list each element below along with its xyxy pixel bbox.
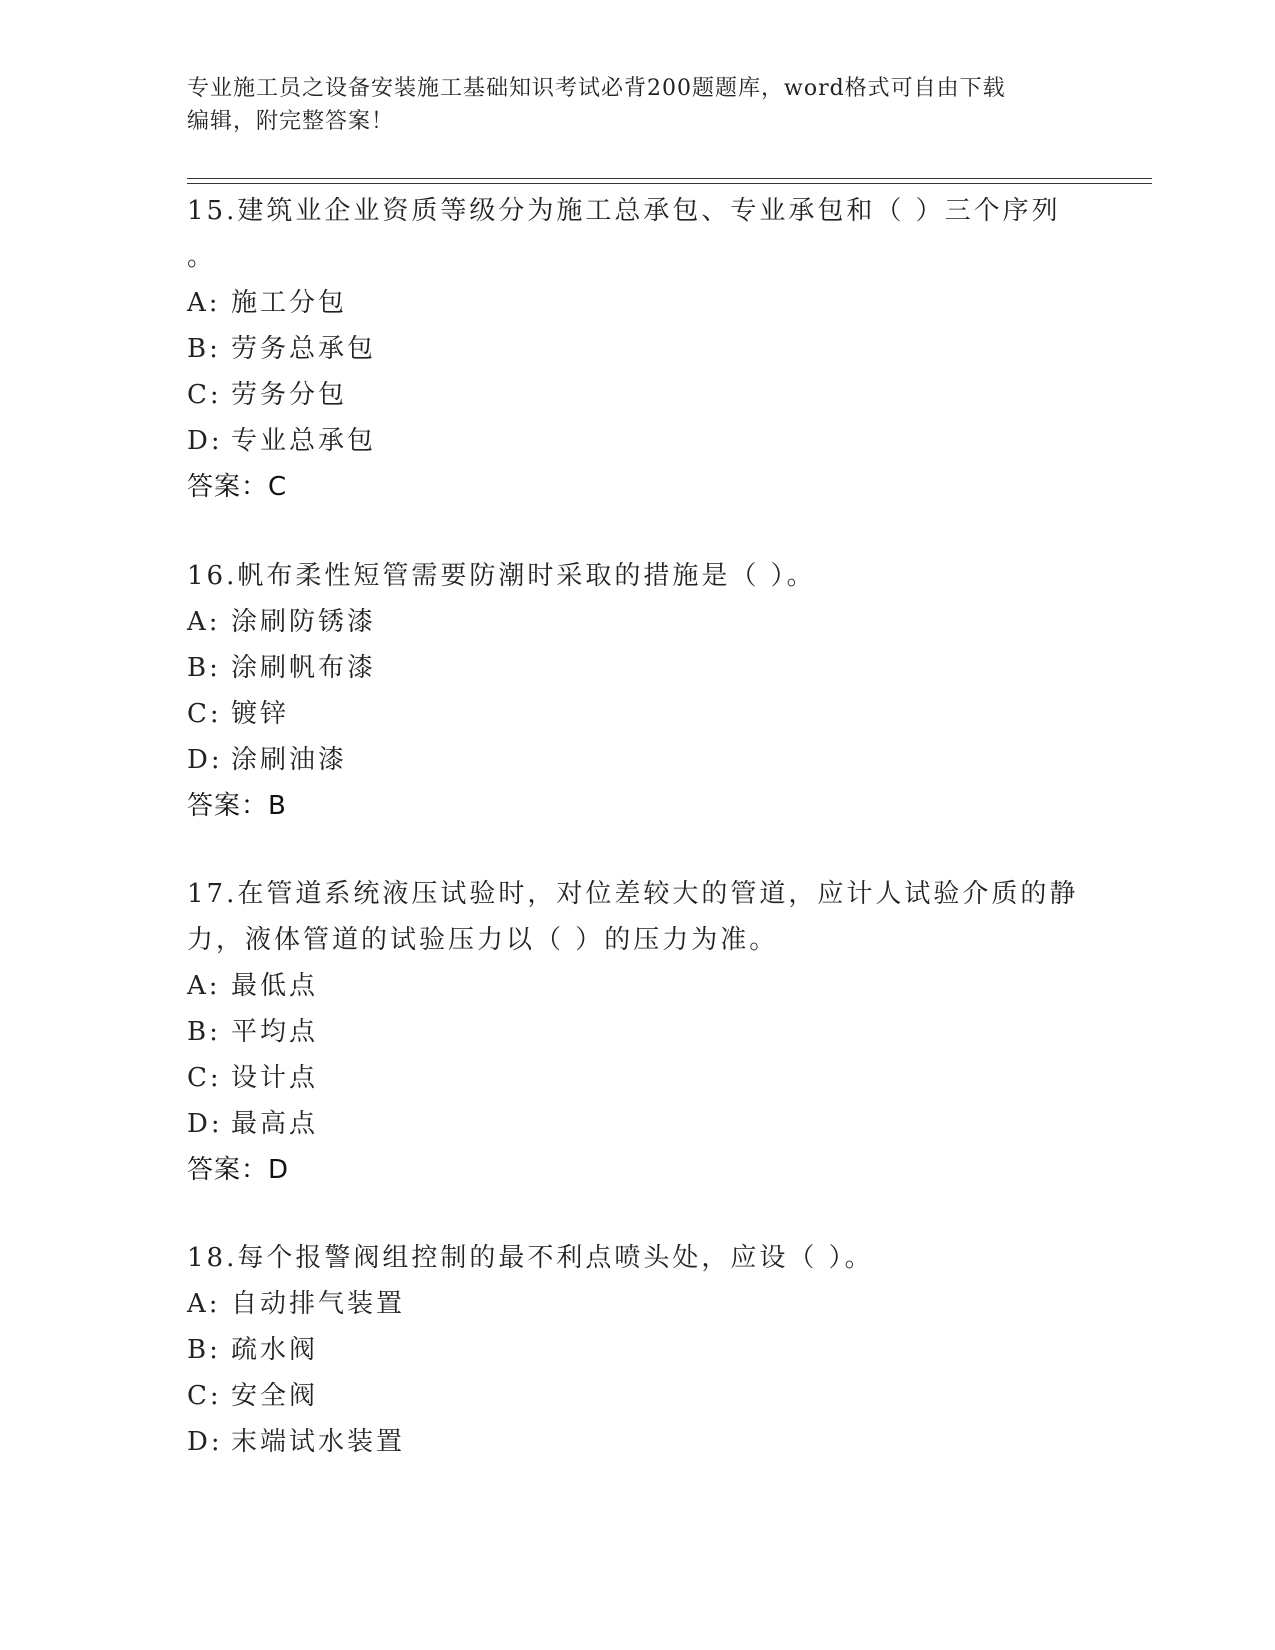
answer-line: 答案：B — [187, 791, 287, 821]
option-letter: A: — [187, 1289, 221, 1319]
option-letter: B: — [187, 1017, 221, 1047]
question-stem-continued: 。 — [187, 242, 217, 272]
option-c — [187, 691, 1087, 737]
option-d — [187, 737, 1087, 783]
option-letter: A: — [187, 288, 221, 318]
option-letter: C: — [187, 1381, 222, 1411]
answer-line: 答案：D — [187, 1155, 290, 1185]
question-15 — [187, 188, 1087, 510]
option-a — [187, 599, 1087, 645]
option-letter: C: — [187, 699, 222, 729]
option-letter: A: — [187, 971, 221, 1001]
option-text: 施工分包 — [231, 288, 348, 318]
option-c — [187, 372, 1087, 418]
option-text: 最低点 — [231, 971, 319, 1001]
header-line-1: 专业施工员之设备安装施工基础知识考试必背200题题库，word格式可自由下载 — [187, 76, 1006, 101]
option-text: 镀锌 — [231, 699, 290, 729]
option-letter: B: — [187, 653, 221, 683]
option-text: 末端试水装置 — [231, 1427, 406, 1457]
question-stem: 16.帆布柔性短管需要防潮时采取的措施是（ ）。 — [187, 561, 816, 591]
option-letter: D: — [187, 745, 223, 775]
option-text: 涂刷帆布漆 — [231, 653, 377, 683]
option-text: 劳务分包 — [231, 380, 348, 410]
option-c — [187, 1055, 1087, 1101]
option-letter: B: — [187, 334, 221, 364]
option-c — [187, 1373, 1087, 1419]
question-16 — [187, 553, 1087, 829]
option-letter: B: — [187, 1335, 221, 1365]
option-a — [187, 963, 1087, 1009]
option-d — [187, 1101, 1087, 1147]
question-stem: 17.在管道系统液压试验时，对位差较大的管道，应计人试验介质的静 — [187, 879, 1079, 909]
option-text: 最高点 — [231, 1109, 319, 1139]
option-letter: C: — [187, 1063, 222, 1093]
option-letter: C: — [187, 380, 222, 410]
option-b — [187, 645, 1087, 691]
option-a — [187, 1281, 1087, 1327]
question-18 — [187, 1235, 1087, 1465]
option-letter: A: — [187, 607, 221, 637]
option-b — [187, 326, 1087, 372]
option-text: 涂刷防锈漆 — [231, 607, 377, 637]
question-stem: 18.每个报警阀组控制的最不利点喷头处，应设（ ）。 — [187, 1243, 874, 1273]
document-header — [187, 72, 1087, 138]
option-text: 专业总承包 — [231, 426, 377, 456]
answer-line: 答案：C — [187, 472, 288, 502]
header-divider-top — [187, 178, 1152, 179]
option-text: 安全阀 — [231, 1381, 319, 1411]
option-text: 疏水阀 — [231, 1335, 319, 1365]
option-letter: D: — [187, 426, 223, 456]
option-letter: D: — [187, 1427, 223, 1457]
option-text: 自动排气装置 — [231, 1289, 406, 1319]
option-text: 劳务总承包 — [231, 334, 377, 364]
question-stem-continued: 力，液体管道的试验压力以（ ）的压力为准。 — [187, 925, 779, 955]
option-d — [187, 1419, 1087, 1465]
option-b — [187, 1009, 1087, 1055]
question-stem: 15.建筑业企业资质等级分为施工总承包、专业承包和（ ）三个序列 — [187, 196, 1061, 226]
option-text: 涂刷油漆 — [231, 745, 348, 775]
option-d — [187, 418, 1087, 464]
option-text: 设计点 — [231, 1063, 319, 1093]
option-letter: D: — [187, 1109, 223, 1139]
header-divider-bottom — [187, 183, 1152, 184]
option-b — [187, 1327, 1087, 1373]
option-a — [187, 280, 1087, 326]
option-text: 平均点 — [231, 1017, 319, 1047]
header-line-2: 编辑，附完整答案！ — [187, 109, 395, 134]
question-17 — [187, 871, 1087, 1193]
